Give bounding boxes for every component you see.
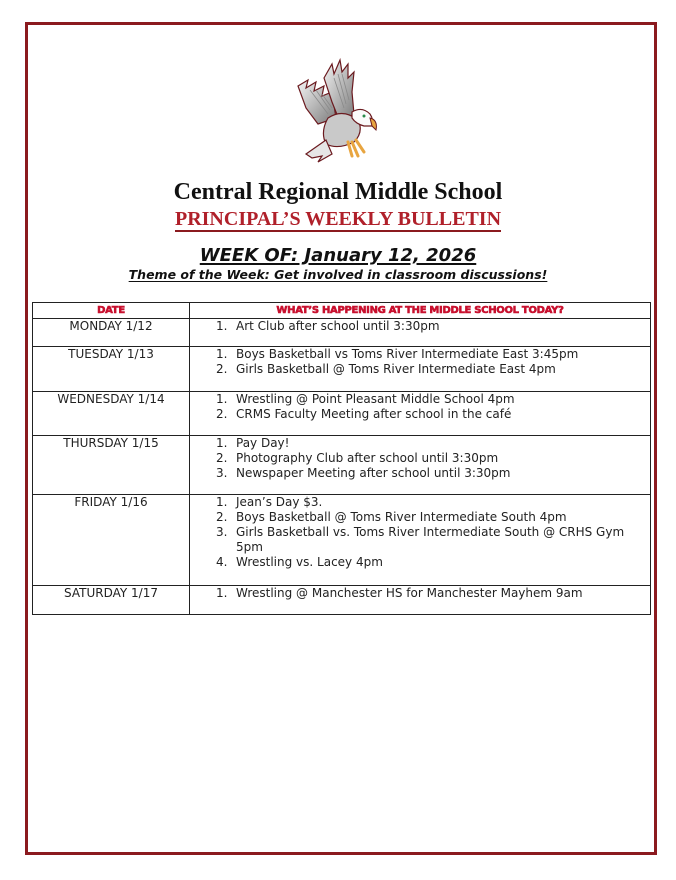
event-text: Jean’s Day $3. — [236, 495, 323, 509]
item-number: 1. — [216, 319, 228, 333]
event-text: Photography Club after school until 3:30pm — [236, 451, 499, 465]
item-number: 1. — [216, 586, 228, 600]
list-item — [216, 392, 650, 407]
item-number: 2. — [216, 362, 228, 376]
event-text: Pay Day! — [236, 436, 290, 450]
list-item — [216, 319, 650, 334]
event-text: Girls Basketball @ Toms River Intermediate East 4pm — [236, 362, 556, 376]
list-item — [216, 510, 650, 525]
table-row — [33, 347, 651, 392]
list-item — [216, 451, 650, 466]
event-text: Art Club after school until 3:30pm — [236, 319, 440, 333]
item-number: 1. — [216, 495, 228, 509]
item-number: 1. — [216, 436, 228, 450]
day-cell: TUESDAY 1/13 — [33, 347, 190, 392]
column-header-date: DATE — [33, 303, 190, 319]
list-item — [216, 347, 650, 362]
event-list — [190, 586, 650, 601]
eagle-mascot-icon — [288, 58, 388, 166]
events-cell — [190, 586, 651, 615]
events-cell — [190, 392, 651, 436]
table-row — [33, 586, 651, 615]
theme-of-week — [0, 267, 676, 283]
list-item — [216, 436, 650, 451]
list-item — [216, 495, 650, 510]
list-item — [216, 586, 650, 601]
list-item — [216, 525, 650, 555]
school-name: Central Regional Middle School — [173, 179, 503, 205]
table-row — [33, 392, 651, 436]
table-header-row — [33, 303, 651, 319]
table-row — [33, 319, 651, 347]
bulletin-title-text: PRINCIPAL’S WEEKLY BULLETIN — [174, 208, 502, 230]
events-cell — [190, 436, 651, 495]
item-number: 2. — [216, 510, 228, 524]
event-list — [190, 347, 650, 377]
event-text: CRMS Faculty Meeting after school in the café — [236, 407, 512, 421]
day-cell: MONDAY 1/12 — [33, 319, 190, 347]
week-of-heading — [0, 245, 676, 267]
day-cell: WEDNESDAY 1/14 — [33, 392, 190, 436]
list-item — [216, 555, 650, 570]
bulletin-title — [0, 207, 676, 231]
item-number: 4. — [216, 555, 228, 569]
event-list — [190, 436, 650, 481]
item-number: 1. — [216, 347, 228, 361]
event-text: Girls Basketball vs. Toms River Intermediate South @ CRHS Gym 5pm — [236, 525, 625, 554]
event-text: Wrestling vs. Lacey 4pm — [236, 555, 383, 569]
day-cell: FRIDAY 1/16 — [33, 495, 190, 586]
events-cell — [190, 347, 651, 392]
event-text: Wrestling @ Manchester HS for Manchester Mayhem 9am — [236, 586, 583, 600]
events-cell — [190, 495, 651, 586]
day-cell: SATURDAY 1/17 — [33, 586, 190, 615]
event-text: Newspaper Meeting after school until 3:30pm — [236, 466, 511, 480]
list-item — [216, 466, 650, 481]
item-number: 2. — [216, 451, 228, 465]
column-header-events: WHAT’S HAPPENING AT THE MIDDLE SCHOOL TODAY? — [190, 303, 651, 319]
theme-text: Theme of the Week: Get involved in classroom discussions! — [128, 267, 548, 282]
week-of-text: WEEK OF: January 12, 2026 — [199, 245, 477, 266]
events-cell — [190, 319, 651, 347]
table-row — [33, 495, 651, 586]
weekly-schedule-table — [32, 302, 651, 615]
event-text: Boys Basketball vs Toms River Intermediate East 3:45pm — [236, 347, 579, 361]
table-row — [33, 436, 651, 495]
event-list — [190, 319, 650, 334]
event-list — [190, 495, 650, 570]
day-cell: THURSDAY 1/15 — [33, 436, 190, 495]
list-item — [216, 407, 650, 422]
item-number: 3. — [216, 525, 228, 539]
event-text: Wrestling @ Point Pleasant Middle School 4pm — [236, 392, 515, 406]
item-number: 1. — [216, 392, 228, 406]
list-item — [216, 362, 650, 377]
item-number: 2. — [216, 407, 228, 421]
event-list — [190, 392, 650, 422]
event-text: Boys Basketball @ Toms River Intermediate South 4pm — [236, 510, 567, 524]
item-number: 3. — [216, 466, 228, 480]
